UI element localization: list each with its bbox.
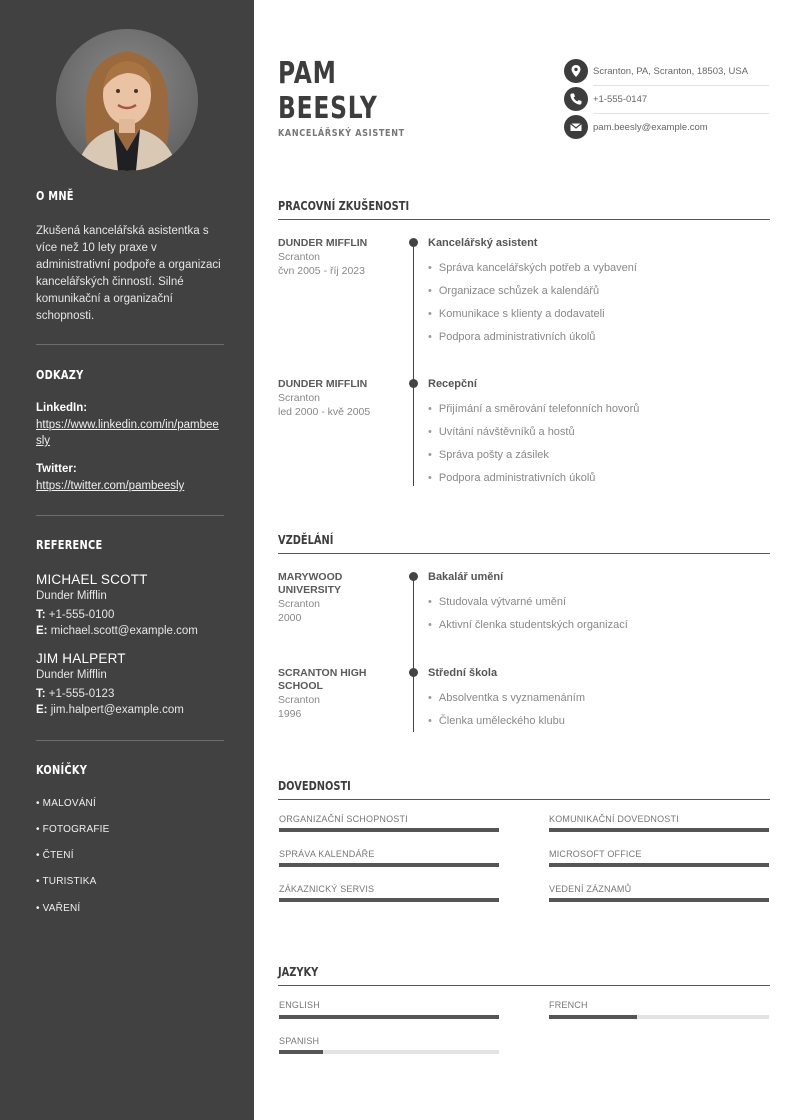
- education-heading: VZDĚLÁNÍ: [278, 533, 334, 547]
- section-rule: [278, 799, 770, 800]
- reference-phone: T: +1-555-0123: [36, 688, 115, 700]
- hobby-item: • MALOVÁNÍ: [36, 798, 96, 809]
- list-item: • Komunikace s klienty a dodavateli: [428, 308, 605, 320]
- language-bar: [549, 1015, 769, 1019]
- degree-name: Bakalář umění: [428, 571, 504, 583]
- experience-heading: PRACOVNÍ ZKUŠENOSTI: [278, 199, 410, 213]
- links-heading: ODKAZY: [36, 368, 84, 382]
- employer-location: Scranton: [278, 392, 321, 404]
- first-name: PAM: [278, 56, 337, 91]
- section-rule: [278, 553, 770, 554]
- linkedin-label: LinkedIn:: [36, 402, 88, 414]
- skill-bar: [549, 863, 769, 867]
- skill-label: VEDENÍ ZÁZNAMŮ: [549, 884, 632, 894]
- skill-bar-fill: [549, 828, 769, 832]
- references-heading: REFERENCE: [36, 538, 103, 552]
- skill-label: MICROSOFT OFFICE: [549, 849, 642, 859]
- job-role: Kancelářský asistent: [428, 237, 538, 249]
- language-bar: [279, 1050, 499, 1054]
- skill-bar: [549, 898, 769, 902]
- list-item: • Správa kancelářských potřeb a vybavení: [428, 262, 637, 274]
- skill-label: SPRÁVA KALENDÁŘE: [279, 849, 375, 859]
- email-icon: [564, 115, 588, 139]
- skill-bar-fill: [279, 898, 499, 902]
- divider: [593, 113, 769, 114]
- skill-bar: [279, 828, 499, 832]
- language-bar: [279, 1015, 499, 1019]
- skill-label: ORGANIZAČNÍ SCHOPNOSTI: [279, 814, 408, 824]
- timeline-line: [413, 577, 414, 732]
- sidebar: [0, 0, 254, 1120]
- job-role: Recepční: [428, 378, 477, 390]
- about-heading: O MNĚ: [36, 189, 74, 203]
- degree-name: Střední škola: [428, 667, 498, 679]
- divider: [36, 515, 224, 516]
- hobbies-heading: KONÍČKY: [36, 763, 88, 777]
- skill-bar-fill: [549, 898, 769, 902]
- phone-icon: [564, 87, 588, 111]
- school-location: Scranton: [278, 598, 321, 610]
- divider: [36, 740, 224, 741]
- location-icon: [564, 59, 588, 83]
- section-rule: [278, 985, 770, 986]
- reference-name: JIM HALPERT: [36, 651, 126, 666]
- skills-heading: DOVEDNOSTI: [278, 779, 351, 793]
- linkedin-link[interactable]: https://www.linkedin.com/in/pambeesly: [36, 419, 219, 447]
- employer-location: Scranton: [278, 251, 321, 263]
- timeline-dot: [409, 668, 418, 677]
- divider: [593, 85, 769, 86]
- about-text: Zkušená kancelářská asistentka s více než 10 lety praxe v administrativní podpoře a organizaci kancelářských činností. Silné komunikační a organizační schopnosti.: [36, 225, 221, 322]
- avatar: [56, 29, 198, 171]
- reference-company: Dunder Mifflin: [36, 669, 107, 681]
- list-item: • Podpora administrativních úkolů: [428, 472, 595, 484]
- phone-text: +1-555-0147: [593, 94, 648, 105]
- list-item: • Přijímání a směrování telefonních hovorů: [428, 403, 639, 415]
- list-item: • Členka uměleckého klubu: [428, 715, 565, 727]
- section-rule: [278, 219, 770, 220]
- skill-label: ZÁKAZNICKÝ SERVIS: [279, 884, 375, 894]
- job-title: KANCELÁŘSKÝ ASISTENT: [278, 128, 405, 139]
- reference-phone: T: +1-555-0100: [36, 609, 115, 621]
- list-item: • Absolventka s vyznamenáním: [428, 692, 585, 704]
- skill-label: KOMUNIKAČNÍ DOVEDNOSTI: [549, 814, 679, 824]
- hobby-item: • ČTENÍ: [36, 850, 74, 861]
- school-location: Scranton: [278, 694, 321, 706]
- timeline-dot: [409, 238, 418, 247]
- language-bar-fill: [279, 1050, 323, 1054]
- languages-heading: JAZYKY: [278, 965, 319, 979]
- reference-name: MICHAEL SCOTT: [36, 572, 148, 587]
- address-text: Scranton, PA, Scranton, 18503, USA: [593, 66, 749, 77]
- list-item: • Správa pošty a zásilek: [428, 449, 549, 461]
- timeline-dot: [409, 572, 418, 581]
- employment-dates: čvn 2005 - říj 2023: [278, 265, 365, 277]
- skill-bar: [549, 828, 769, 832]
- skill-bar-fill: [279, 828, 499, 832]
- list-item: • Studovala výtvarné umění: [428, 596, 566, 608]
- hobby-item: • FOTOGRAFIE: [36, 824, 110, 835]
- list-item: • Uvítání návštěvníků a hostů: [428, 426, 575, 438]
- email-text[interactable]: pam.beesly@example.com: [593, 122, 708, 133]
- reference-email: E: jim.halpert@example.com: [36, 704, 184, 716]
- twitter-label: Twitter:: [36, 463, 77, 475]
- employer-name: DUNDER MIFFLIN: [278, 237, 368, 249]
- language-label: ENGLISH: [279, 1000, 320, 1010]
- timeline-dot: [409, 379, 418, 388]
- list-item: • Aktivní členka studentských organizací: [428, 619, 628, 631]
- education-date: 2000: [278, 612, 302, 624]
- language-label: SPANISH: [279, 1036, 320, 1046]
- list-item: • Organizace schůzek a kalendářů: [428, 285, 599, 297]
- hobby-item: • TURISTIKA: [36, 876, 97, 887]
- reference-email: E: michael.scott@example.com: [36, 625, 198, 637]
- skill-bar-fill: [549, 863, 769, 867]
- education-date: 1996: [278, 708, 302, 720]
- hobby-item: • VAŘENÍ: [36, 903, 81, 914]
- divider: [36, 344, 224, 345]
- skill-bar-fill: [279, 863, 499, 867]
- twitter-link[interactable]: https://twitter.com/pambeesly: [36, 480, 185, 492]
- school-name: MARYWOOD UNIVERSITY: [278, 571, 343, 596]
- employer-name: DUNDER MIFFLIN: [278, 378, 368, 390]
- list-item: • Podpora administrativních úkolů: [428, 331, 595, 343]
- employment-dates: led 2000 - kvě 2005: [278, 406, 371, 418]
- reference-company: Dunder Mifflin: [36, 590, 107, 602]
- profile-photo-icon: [56, 29, 198, 171]
- skill-bar: [279, 898, 499, 902]
- timeline-line: [413, 243, 414, 486]
- skill-bar: [279, 863, 499, 867]
- language-label: FRENCH: [549, 1000, 588, 1010]
- school-name: SCRANTON HIGH SCHOOL: [278, 667, 367, 692]
- language-bar-fill: [549, 1015, 637, 1019]
- last-name: BEESLY: [278, 91, 378, 126]
- language-bar-fill: [279, 1015, 499, 1019]
